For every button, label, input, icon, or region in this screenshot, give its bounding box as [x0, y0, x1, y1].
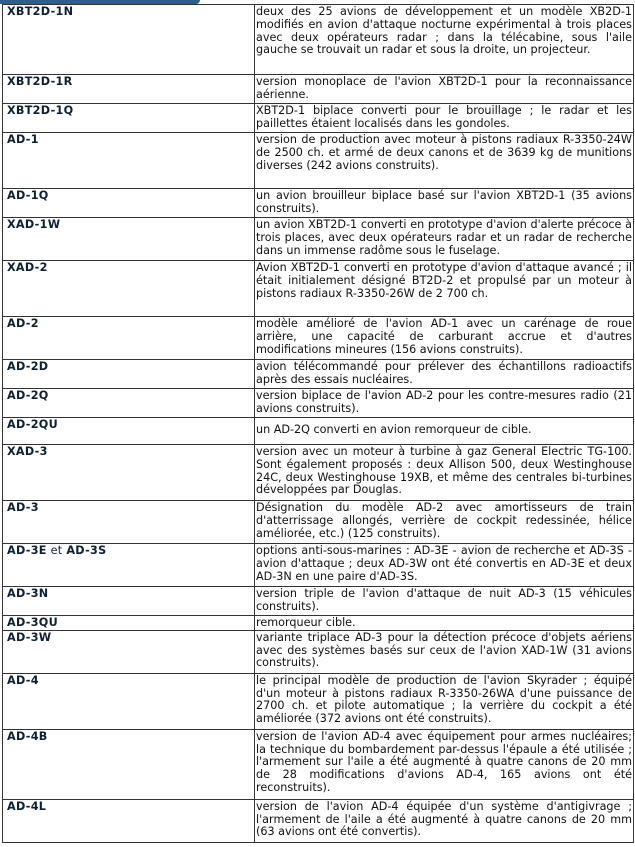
table-row [3, 544, 634, 587]
variant-description: options anti-sous-marines : AD-3E - avion de recherche et AD-3S - avion d'attaque ; deux AD-3W ont été convertis en AD-3E et deux AD-3N en une paire d'AD-3S. [255, 544, 634, 587]
variant-name [3, 544, 255, 587]
variant-description: version de l'avion AD-4 avec équipement pour armes nucléaires; la technique du bombardement par-dessus l'épaule a été utilisée ; l'armement sur l'aile a été augmenté à quatre canons de 20 mm de 28 modifications d'avions AD-4, 165 avions ont été reconstruits). [255, 729, 634, 799]
table-row [3, 616, 634, 631]
table-row [3, 501, 634, 544]
variant-name: XBT2D-1N [3, 5, 255, 75]
variant-description: remorqueur cible. [255, 616, 634, 631]
variant-name: XBT2D-1Q [3, 104, 255, 133]
variant-name: AD-2D [3, 360, 255, 389]
variant-description: version biplace de l'avion AD-2 pour les contre-mesures radio (21 avions construits). [255, 389, 634, 418]
variant-description: un avion XBT2D-1 converti en prototype d'avion d'alerte précoce à trois places, avec deux opérateurs radar et un radar de recherche dans un immense radôme sous le fuselage. [255, 218, 634, 261]
table-row [3, 673, 634, 729]
variant-description: Désignation du modèle AD-2 avec amortisseurs de train d'atterrissage allongés, verrière de cockpit redessinée, hélice améliorée, etc.) (125 construits). [255, 501, 634, 544]
variant-description: avion télécommandé pour prélever des échantillons radioactifs après des essais nucléaires. [255, 360, 634, 389]
variant-name-conjunction: et [46, 544, 67, 557]
table-row [3, 360, 634, 389]
variants-table [2, 4, 634, 843]
variant-description: version de l'avion AD-4 équipée d'un système d'antigivrage ; l'armement de l'aile a été augmenté à quatre canons de 20 mm (63 avions ont été convertis). [255, 799, 634, 842]
variant-name: XAD-2 [3, 261, 255, 317]
variant-description: version triple de l'avion d'attaque de nuit AD-3 (15 véhicules construits). [255, 587, 634, 616]
table-row [3, 5, 634, 75]
variant-name: XAD-1W [3, 218, 255, 261]
variant-description: deux des 25 avions de développement et un modèle XB2D-1 modifiés en avion d'attaque nocturne expérimental à trois places avec deux opérateurs radar ; dans la télécabine, sous l'aile gauche se trouvait un radar et sous la droite, un projecteur. [255, 5, 634, 75]
variant-name: AD-1 [3, 133, 255, 189]
variant-name-part: AD-3E [7, 544, 47, 557]
table-row [3, 317, 634, 360]
variant-description: version monoplace de l'avion XBT2D-1 pour la reconnaissance aérienne. [255, 75, 634, 104]
variant-description: variante triplace AD-3 pour la détection précoce d'objets aériens avec des systèmes basés sur ceux de l'avion XAD-1W (31 avions construits). [255, 630, 634, 673]
table-row [3, 729, 634, 799]
table-row [3, 189, 634, 218]
variant-name: AD-4L [3, 799, 255, 842]
table-row [3, 418, 634, 445]
variant-name-part: AD-3S [66, 544, 107, 557]
variant-description: XBT2D-1 biplace converti pour le brouillage ; le radar et les paillettes étaient localisés dans les gondoles. [255, 104, 634, 133]
variant-description: le principal modèle de production de l'avion Skyrader ; équipé d'un moteur à pistons radiaux R-3350-26WA d'une puissance de 2700 ch. et pilote automatique ; la verrière du cockpit a été améliorée (372 avions ont été construits). [255, 673, 634, 729]
variant-name: AD-2 [3, 317, 255, 360]
table-row [3, 389, 634, 418]
table-row [3, 445, 634, 501]
variant-description: modèle amélioré de l'avion AD-1 avec un carénage de roue arrière, une capacité de carburant accrue et d'autres modifications mineures (156 avions construits). [255, 317, 634, 360]
table-row [3, 799, 634, 842]
variant-name: AD-3QU [3, 616, 255, 631]
variant-description: un avion brouilleur biplace basé sur l'avion XBT2D-1 (35 avions construits). [255, 189, 634, 218]
table-row [3, 630, 634, 673]
table-row [3, 133, 634, 189]
variant-name: AD-2QU [3, 418, 255, 445]
variant-name: AD-4 [3, 673, 255, 729]
variant-name: AD-1Q [3, 189, 255, 218]
variant-name: XBT2D-1R [3, 75, 255, 104]
table-row [3, 104, 634, 133]
table-row [3, 261, 634, 317]
variant-description: Avion XBT2D-1 converti en prototype d'avion d'attaque avancé ; il était initialement désigné BT2D-2 et propulsé par un moteur à pistons radiaux R-3350-26W de 2 700 ch. [255, 261, 634, 317]
variant-name: AD-2Q [3, 389, 255, 418]
table-row [3, 587, 634, 616]
variant-name: AD-3 [3, 501, 255, 544]
variant-name: AD-4B [3, 729, 255, 799]
variants-table-container [2, 4, 634, 843]
variant-name: AD-3N [3, 587, 255, 616]
variant-name: AD-3W [3, 630, 255, 673]
variant-name: XAD-3 [3, 445, 255, 501]
variant-description: version avec un moteur à turbine à gaz General Electric TG-100. Sont également proposés : deux Allison 500, deux Westinghouse 24C, deux Westinghouse 19XB, et même des centrales bi-turbines développées par Douglas. [255, 445, 634, 501]
variant-description: un AD-2Q converti en avion remorqueur de cible. [255, 418, 634, 445]
variant-description: version de production avec moteur à pistons radiaux R-3350-24W de 2500 ch. et armé de deux canons et de 3639 kg de munitions diverses (242 avions construits). [255, 133, 634, 189]
table-row [3, 218, 634, 261]
table-row [3, 75, 634, 104]
